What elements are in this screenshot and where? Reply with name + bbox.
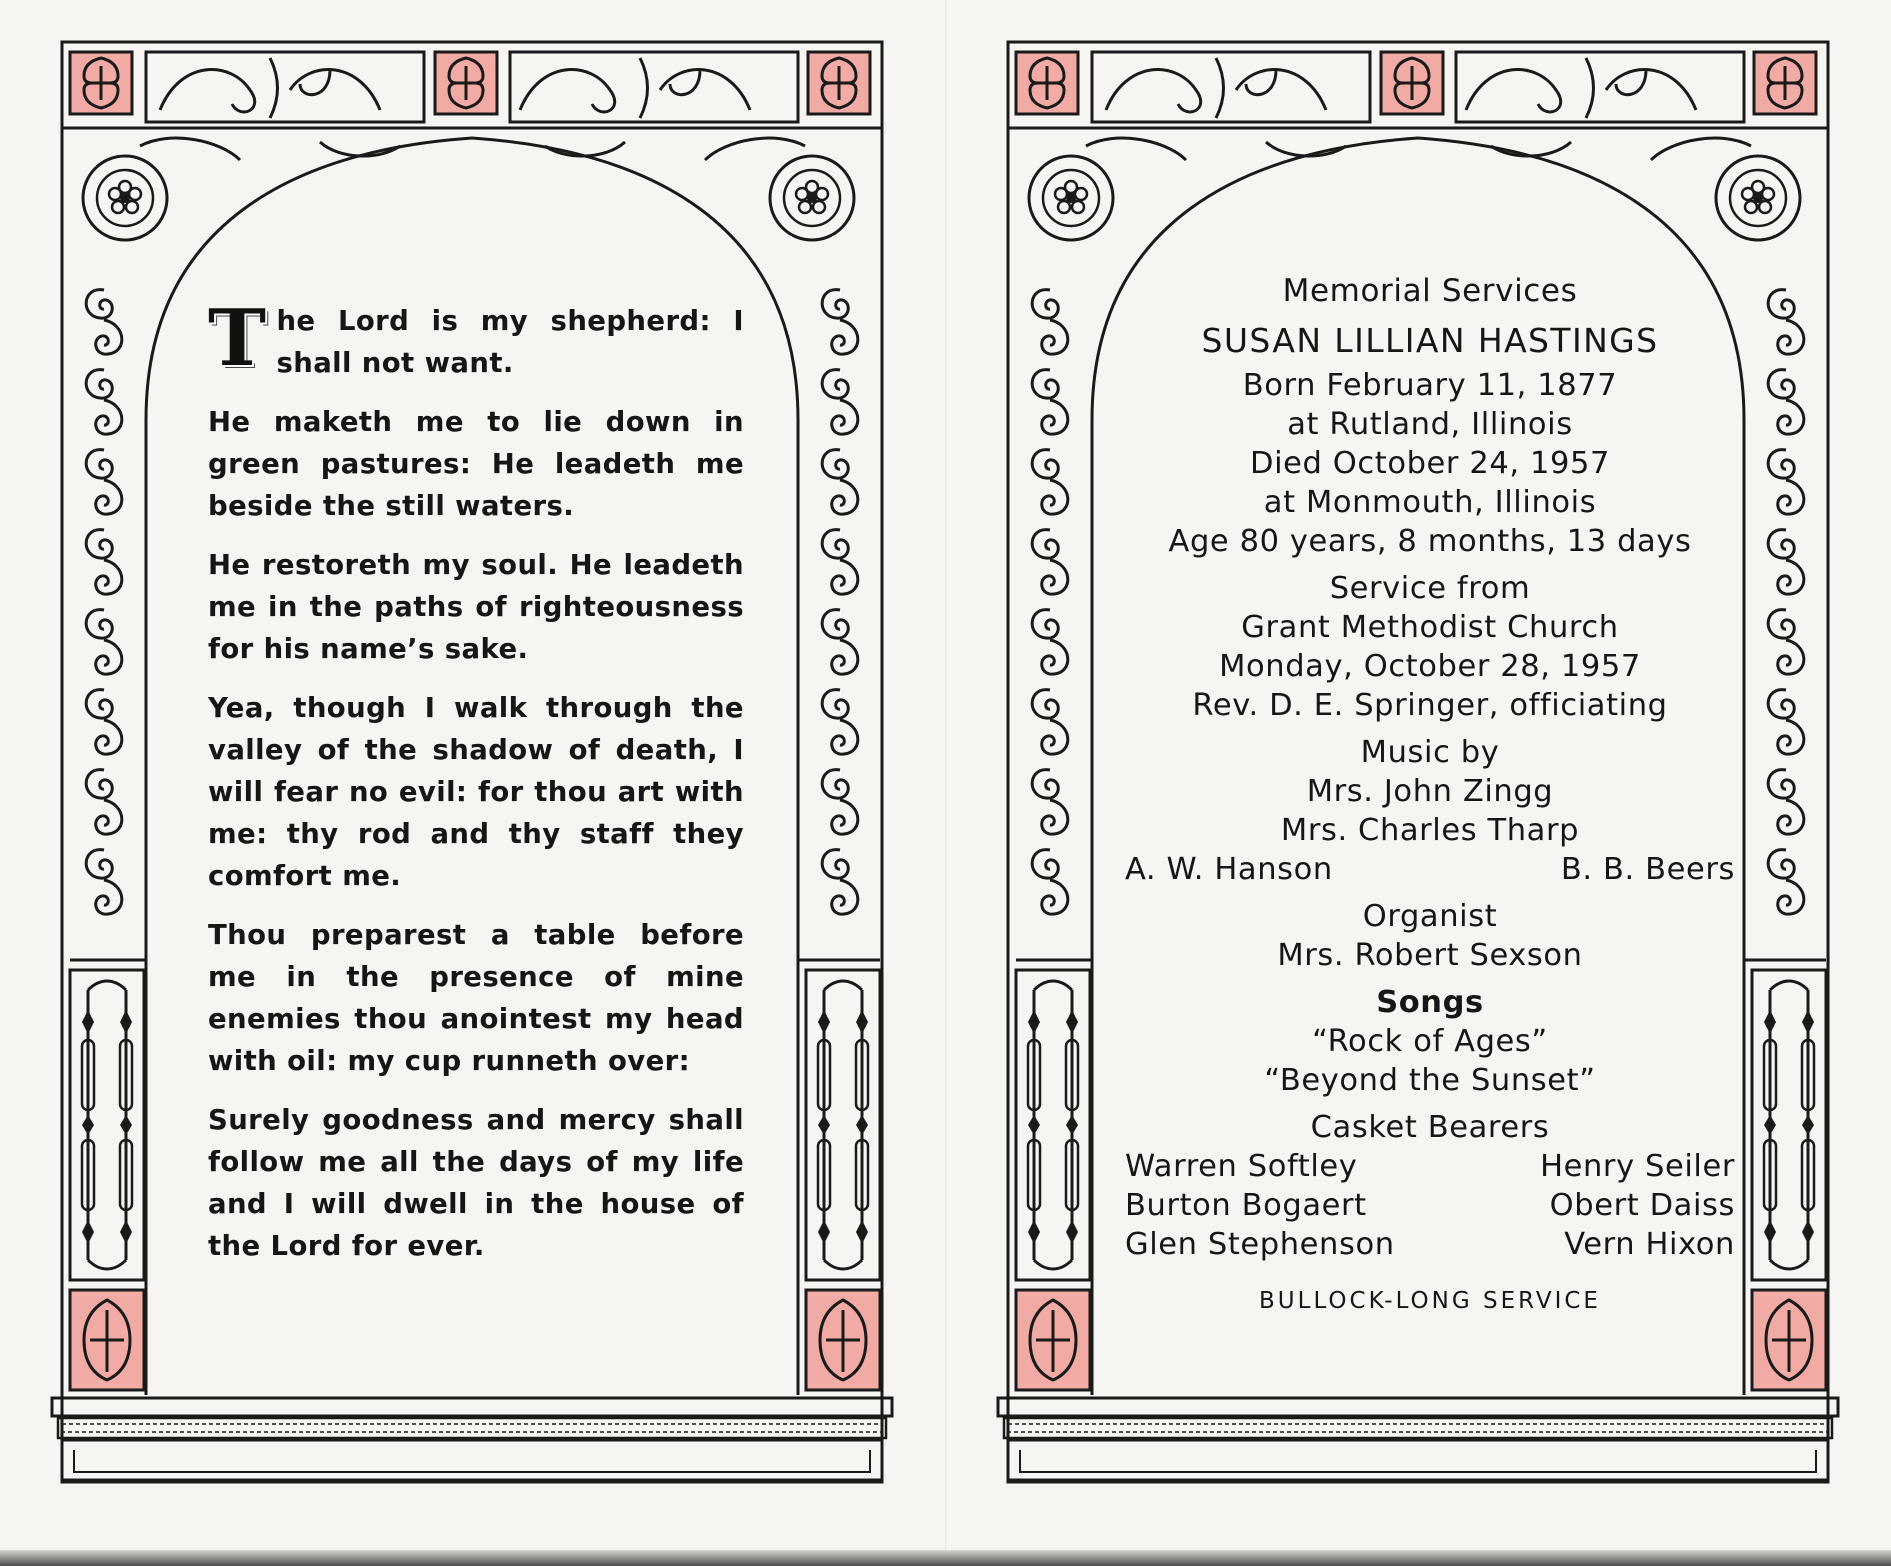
death-date: Died October 24, 1957: [1250, 446, 1610, 481]
bearer-row: [1125, 1186, 1735, 1225]
officiant: Rev. D. E. Springer, officiating: [1192, 688, 1668, 723]
musician: Mrs. John Zingg: [1306, 774, 1554, 809]
song: “Rock of Ages”: [1312, 1024, 1548, 1059]
psalm-verse: Surely goodness and mercy shall follow me all the days of my life and I will dwell in the house of the Lord for ever.: [208, 1104, 744, 1262]
psalm-verse: He maketh me to lie down in green pastures: He leadeth me beside the still waters.: [208, 406, 744, 522]
psalm-verse: Yea, though I walk through the valley of the shadow of death, I will fear no evil: for thou art with me: thy rod and thy staff they comfort me.: [208, 692, 744, 892]
illuminated-dropcap: T: [208, 293, 267, 384]
bearer: Vern Hixon: [1564, 1227, 1735, 1262]
song: “Beyond the Sunset”: [1264, 1063, 1596, 1098]
bearer: Warren Softley: [1125, 1149, 1358, 1184]
music-heading: Music by: [1360, 735, 1500, 770]
organist-heading: Organist: [1362, 899, 1498, 934]
psalm-23-text: [208, 293, 744, 1284]
bearer-row: [1125, 1147, 1735, 1186]
church: Grant Methodist Church: [1241, 610, 1619, 645]
service-date: Monday, October 28, 1957: [1219, 649, 1641, 684]
bearers-heading: Casket Bearers: [1310, 1110, 1550, 1145]
deceased-name: SUSAN LILLIAN HASTINGS: [1201, 321, 1659, 360]
age: Age 80 years, 8 months, 13 days: [1168, 524, 1692, 559]
memorial-service-details: [1125, 272, 1735, 1321]
bearer: Burton Bogaert: [1125, 1188, 1367, 1223]
funeral-home: BULLOCK-LONG SERVICE: [1259, 1288, 1601, 1314]
psalm-verse: He restoreth my soul. He leadeth me in the paths of righteousness for his name’s sake.: [208, 549, 744, 665]
bearer: Henry Seiler: [1540, 1149, 1735, 1184]
birth-place: at Rutland, Illinois: [1287, 407, 1573, 442]
left-page: [0, 0, 945, 1566]
psalm-verse: The Lord is my shepherd: I shall not want.: [208, 293, 744, 384]
musician: B. B. Beers: [1560, 852, 1735, 887]
musician: Mrs. Charles Tharp: [1280, 813, 1580, 848]
service-heading: Service from: [1329, 571, 1531, 606]
bearer: Glen Stephenson: [1125, 1227, 1395, 1262]
bearer: Obert Daiss: [1549, 1188, 1735, 1223]
bearer-row: [1125, 1225, 1735, 1264]
organist: Mrs. Robert Sexson: [1277, 938, 1583, 973]
musician: A. W. Hanson: [1125, 852, 1333, 887]
birth-date: Born February 11, 1877: [1242, 368, 1618, 403]
table-edge: [0, 1550, 1891, 1566]
songs-heading: Songs: [1376, 985, 1484, 1020]
heading: Memorial Services: [1282, 273, 1578, 309]
psalm-verse: Thou preparest a table before me in the presence of mine enemies thou anointest my head with oil: my cup runneth over:: [208, 919, 744, 1077]
death-place: at Monmouth, Illinois: [1263, 485, 1597, 520]
musician-pair: [1125, 850, 1735, 889]
